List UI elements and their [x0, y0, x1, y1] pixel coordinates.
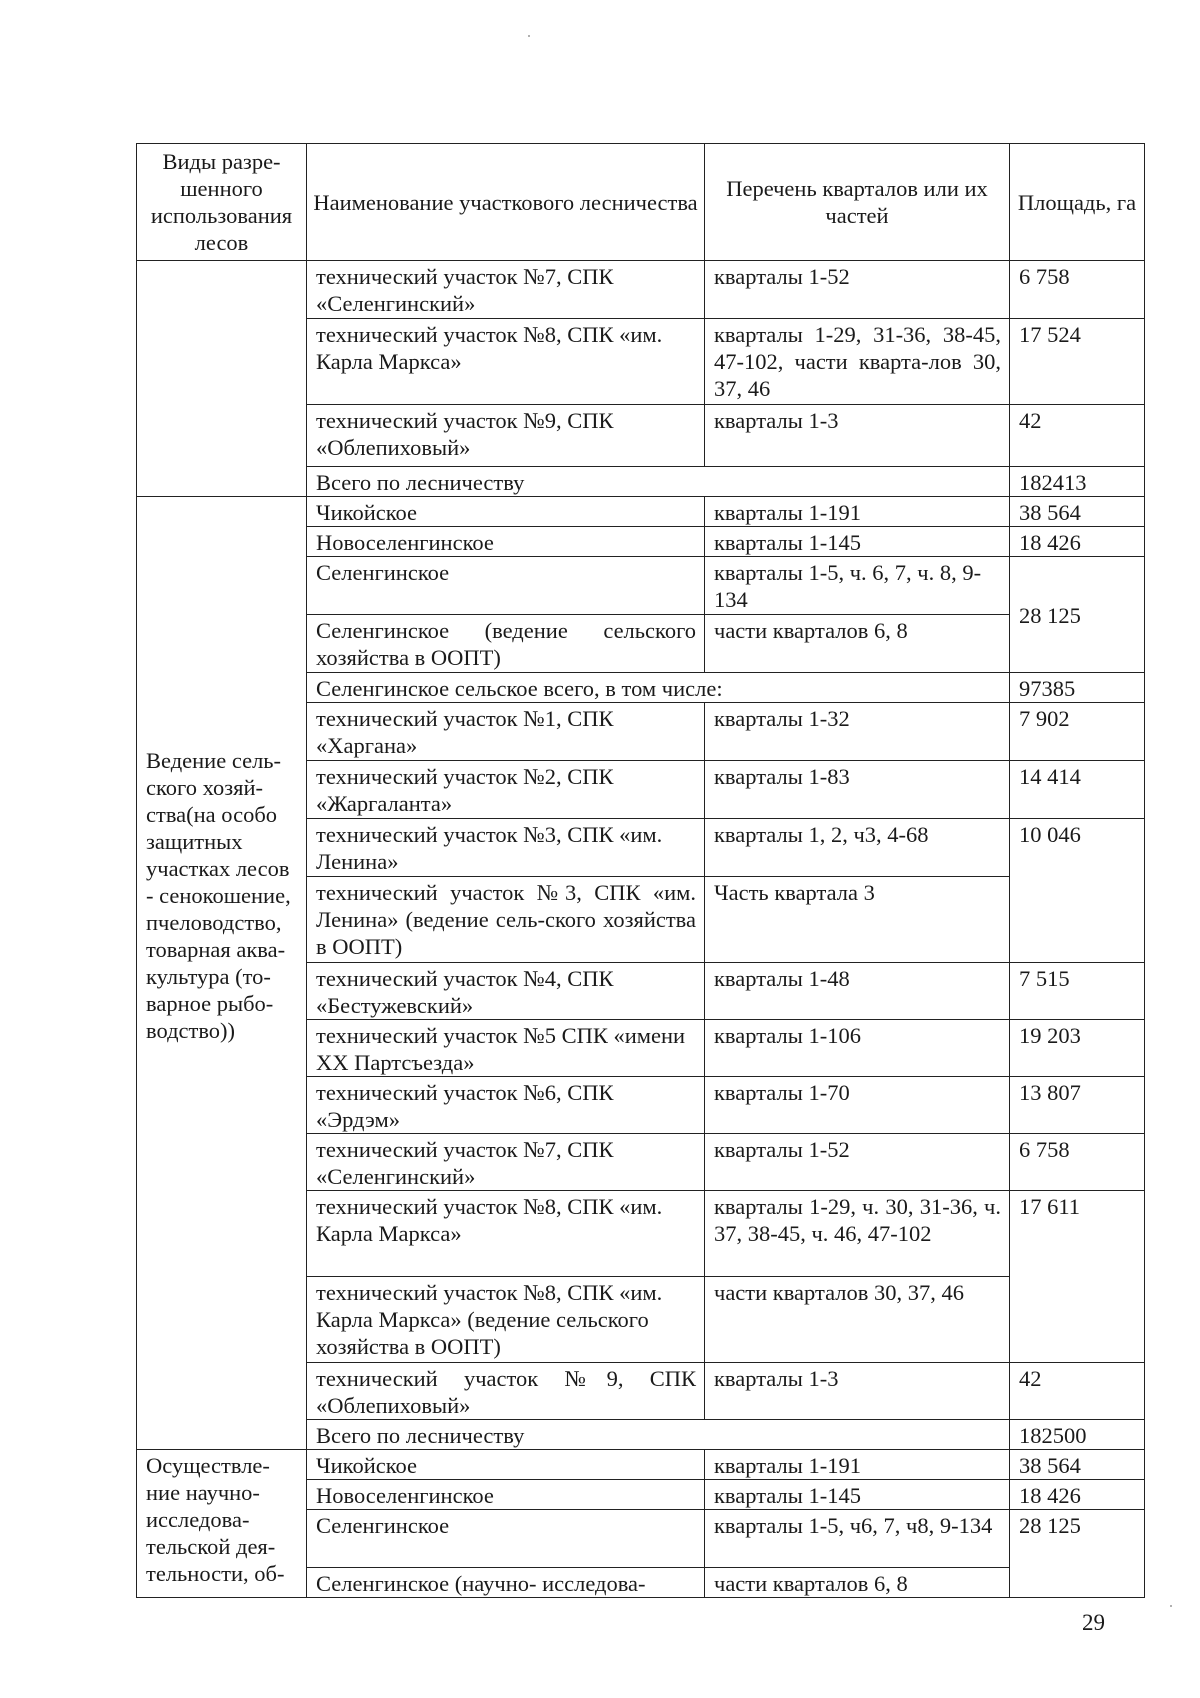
- use-type-agriculture: Ведение сель-ского хозяй-ства(на особо защитных участках лесов - сенокошение, пчеловодство, товарная аква-культура (то-варное рыбо-водство)): [137, 497, 307, 1450]
- area-cell: 17 611: [1010, 1191, 1145, 1363]
- total-label: Всего по лесничеству: [307, 467, 1010, 497]
- use-type-research: Осуществле-ние научно-исследова-тельской дея-тельности, об-: [137, 1450, 307, 1598]
- quarters-cell: кварталы 1-191: [705, 1450, 1010, 1480]
- district-name-cell: Селенгинское: [307, 557, 705, 615]
- quarters-cell: кварталы 1-145: [705, 527, 1010, 557]
- district-name-cell: Селенгинское: [307, 1510, 705, 1568]
- scan-speck: [1170, 1605, 1172, 1607]
- district-name-cell: технический участок №8, СПК «им. Карла Маркса» (ведение сельского хозяйства в ООПТ): [307, 1277, 705, 1363]
- total-area: 182413: [1010, 467, 1145, 497]
- district-name-cell: технический участок №7, СПК «Селенгинский»: [307, 261, 705, 319]
- quarters-cell: кварталы 1-145: [705, 1480, 1010, 1510]
- table-row: [137, 1450, 1145, 1480]
- total-area: 182500: [1010, 1420, 1145, 1450]
- quarters-cell: кварталы 1-106: [705, 1020, 1010, 1077]
- area-cell: 38 564: [1010, 1450, 1145, 1480]
- quarters-cell: кварталы 1-52: [705, 1134, 1010, 1191]
- district-name-cell: Новоселенгинское: [307, 1480, 705, 1510]
- quarters-cell: кварталы 1-29, ч. 30, 31-36, ч. 37, 38-45, ч. 46, 47-102: [705, 1191, 1010, 1277]
- forest-use-table: [136, 143, 1145, 1598]
- header-district-name: Наименование участкового лесничества: [307, 144, 705, 261]
- quarters-cell: части кварталов 30, 37, 46: [705, 1277, 1010, 1363]
- quarters-cell: кварталы 1-29, 31-36, 38-45, 47-102, части кварта-лов 30, 37, 46: [705, 319, 1010, 405]
- district-name-cell: технический участок №5 СПК «имени ХХ Партсъезда»: [307, 1020, 705, 1077]
- quarters-cell: Часть квартала 3: [705, 877, 1010, 963]
- page-number: 29: [1082, 1610, 1105, 1635]
- area-cell: 42: [1010, 405, 1145, 467]
- area-cell: 18 426: [1010, 527, 1145, 557]
- district-name-cell: технический участок №8, СПК «им. Карла Маркса»: [307, 1191, 705, 1277]
- area-cell: 17 524: [1010, 319, 1145, 405]
- table-header-row: [137, 144, 1145, 261]
- area-cell: 7 515: [1010, 963, 1145, 1020]
- header-quarters-list: Перечень кварталов или их частей: [705, 144, 1010, 261]
- district-name-cell: технический участок №9, СПК «Облепиховый»: [307, 1363, 705, 1420]
- quarters-cell: кварталы 1-83: [705, 761, 1010, 819]
- district-name-cell: технический участок №2, СПК «Жаргаланта»: [307, 761, 705, 819]
- district-name-cell: технический участок №6, СПК «Эрдэм»: [307, 1077, 705, 1134]
- scan-speck: [528, 35, 530, 37]
- quarters-cell: кварталы 1-52: [705, 261, 1010, 319]
- district-name-cell: технический участок №9, СПК «Облепиховый»: [307, 405, 705, 467]
- quarters-cell: кварталы 1-5, ч. 6, 7, ч. 8, 9-134: [705, 557, 1010, 615]
- district-name-cell: технический участок №3, СПК «им. Ленина»: [307, 819, 705, 877]
- quarters-cell: части кварталов 6, 8: [705, 1568, 1010, 1598]
- table-row: [137, 497, 1145, 527]
- quarters-cell: кварталы 1-191: [705, 497, 1010, 527]
- header-area: Площадь, га: [1010, 144, 1145, 261]
- area-cell: 7 902: [1010, 703, 1145, 761]
- area-cell: 28 125: [1010, 1510, 1145, 1598]
- district-name-cell: технический участок №3, СПК «им. Ленина» (ведение сель-ского хозяйства в ООПТ): [307, 877, 705, 963]
- quarters-cell: кварталы 1-70: [705, 1077, 1010, 1134]
- header-use-type: Виды разре-шенного использования лесов: [137, 144, 307, 261]
- use-type-cell-continued: [137, 261, 307, 497]
- quarters-cell: части кварталов 6, 8: [705, 615, 1010, 673]
- district-name-cell: технический участок №7, СПК «Селенгинский»: [307, 1134, 705, 1191]
- area-cell: 18 426: [1010, 1480, 1145, 1510]
- area-cell: 6 758: [1010, 261, 1145, 319]
- district-name-cell: Новоселенгинское: [307, 527, 705, 557]
- area-cell: 38 564: [1010, 497, 1145, 527]
- quarters-cell: кварталы 1-32: [705, 703, 1010, 761]
- area-cell: 14 414: [1010, 761, 1145, 819]
- area-cell: 19 203: [1010, 1020, 1145, 1077]
- quarters-cell: кварталы 1-3: [705, 405, 1010, 467]
- quarters-cell: кварталы 1, 2, ч3, 4-68: [705, 819, 1010, 877]
- district-name-cell: Чикойское: [307, 1450, 705, 1480]
- total-label: Всего по лесничеству: [307, 1420, 1010, 1450]
- district-name-cell: технический участок №4, СПК «Бестужевский»: [307, 963, 705, 1020]
- district-name-cell: Селенгинское (научно- исследова-: [307, 1568, 705, 1598]
- table-row: [137, 261, 1145, 319]
- district-name-cell: технический участок №8, СПК «им. Карла Маркса»: [307, 319, 705, 405]
- district-name-cell: Чикойское: [307, 497, 705, 527]
- subtotal-area: 97385: [1010, 673, 1145, 703]
- district-name-cell: технический участок №1, СПК «Харгана»: [307, 703, 705, 761]
- quarters-cell: кварталы 1-5, ч6, 7, ч8, 9-134: [705, 1510, 1010, 1568]
- area-cell: 6 758: [1010, 1134, 1145, 1191]
- area-cell: 13 807: [1010, 1077, 1145, 1134]
- quarters-cell: кварталы 1-48: [705, 963, 1010, 1020]
- area-cell: 28 125: [1010, 557, 1145, 673]
- quarters-cell: кварталы 1-3: [705, 1363, 1010, 1420]
- district-name-cell: Селенгинское (ведение сельского хозяйства в ООПТ): [307, 615, 705, 673]
- area-cell: 42: [1010, 1363, 1145, 1420]
- area-cell: 10 046: [1010, 819, 1145, 963]
- subtotal-label: Селенгинское сельское всего, в том числе:: [307, 673, 1010, 703]
